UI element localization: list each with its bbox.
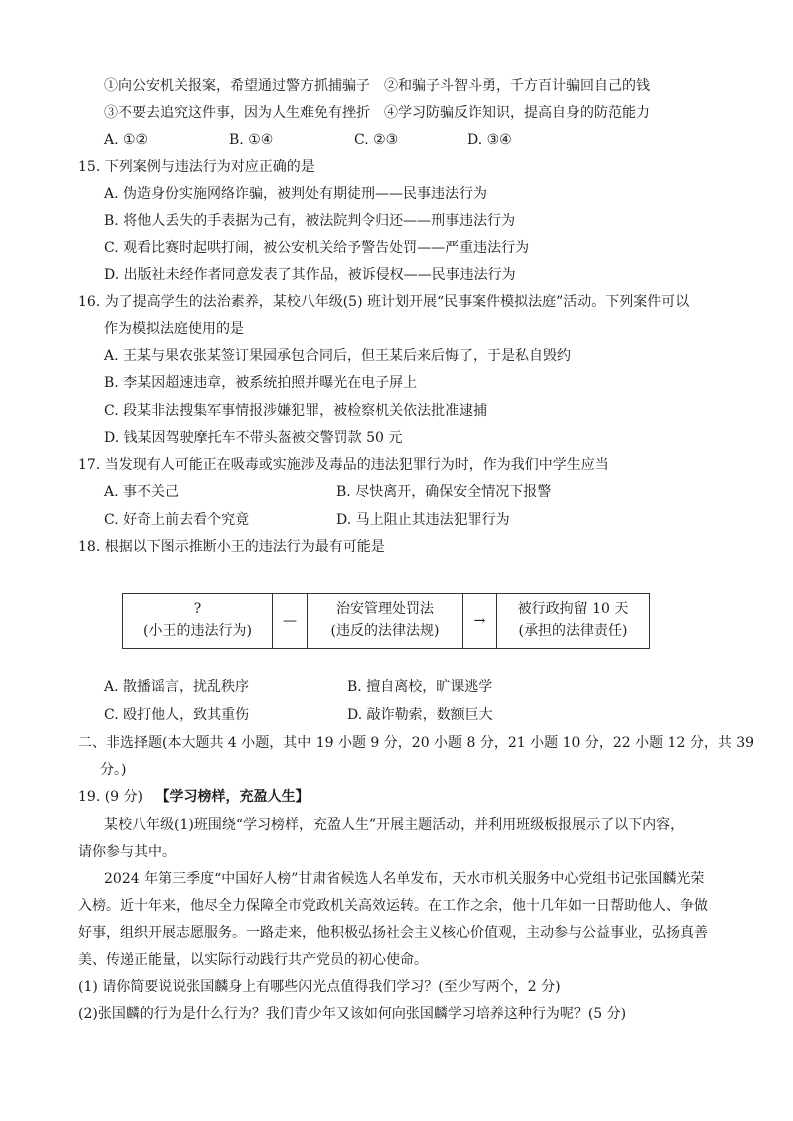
flow-box-violation-top: ? xyxy=(193,601,202,617)
q16-stem-line-2: 作为模拟法庭使用的是 xyxy=(104,321,244,337)
q19-material-2: 入榜。近十年来，他尽全力保障全市党政机关高效运转。在工作之余，他十几年如一日帮助他人、争做 xyxy=(78,898,708,914)
q19-intro-2: 请你参与其中。 xyxy=(78,844,176,860)
flow-box-liability-top: 被行政拘留 10 天 xyxy=(517,601,629,617)
q18-flow-diagram xyxy=(122,593,650,649)
flow-box-law xyxy=(308,594,463,648)
q15-option-a: A. 伪造身份实施网络诈骗，被判处有期徒刑——民事违法行为 xyxy=(104,186,488,202)
flow-box-liability xyxy=(497,594,649,648)
q16-stem-line-1: 16. 为了提高学生的法治素养，某校八年级(5) 班计划开展“民事案件模拟法庭”活动。下列案件可以 xyxy=(78,294,690,310)
q19-material-3: 好事，组织开展志愿服务。一路走来，他积极弘扬社会主义核心价值观，主动参与公益事业，弘扬真善 xyxy=(78,925,708,941)
flow-box-law-bottom: (违反的法律法规) xyxy=(330,623,440,639)
q17-option-c: C. 好奇上前去看个究竟 xyxy=(104,512,250,528)
q17-option-d: D. 马上阻止其违法犯罪行为 xyxy=(336,512,510,528)
q18-option-a: A. 散播谣言，扰乱秩序 xyxy=(104,679,250,695)
q19-material-4: 美、传递正能量，以实际行动践行共产党员的初心使命。 xyxy=(78,952,428,968)
q16-option-a: A. 王某与果农张某签订果园承包合同后，但王某后来后悔了，于是私自毁约 xyxy=(104,348,572,364)
q14-choices-row-2: ③不要去追究这件事，因为人生难免有挫折 ④学习防骗反诈知识，提高自身的防范能力 xyxy=(104,105,650,121)
section-2-heading-cont: 分。) xyxy=(100,762,127,778)
q18-option-d: D. 敲诈勒索，数额巨大 xyxy=(347,707,493,723)
q14-choices-row-1: ①向公安机关报案，希望通过警方抓捕骗子 ②和骗子斗智斗勇，千方百计骗回自己的钱 xyxy=(104,78,650,94)
q17-stem: 17. 当发现有人可能正在吸毒或实施涉及毒品的违法犯罪行为时，作为我们中学生应当 xyxy=(78,457,609,473)
q18-option-b: B. 擅自离校，旷课逃学 xyxy=(347,679,493,695)
q18-option-c: C. 殴打他人，致其重伤 xyxy=(104,707,250,723)
q19-intro-1: 某校八年级(1)班围绕“学习榜样，充盈人生”开展主题活动，并利用班级板报展示了以下内容， xyxy=(104,817,685,833)
q18-stem: 18. 根据以下图示推断小王的违法行为最有可能是 xyxy=(78,539,385,555)
q17-option-a: A. 事不关己 xyxy=(104,484,180,500)
q14-option-b: B. ①④ xyxy=(229,132,274,148)
flow-connector-arrow: → xyxy=(463,594,497,648)
q19-number: 19. (9 分) xyxy=(78,789,143,805)
q19-sub-question-2: (2)张国麟的行为是什么行为？我们青少年又该如何向张国麟学习培养这种行为呢？(5 分) xyxy=(78,1006,627,1022)
q14-option-a: A. ①② xyxy=(104,132,149,148)
q17-option-b: B. 尽快离开，确保安全情况下报警 xyxy=(336,484,552,500)
flow-box-law-top: 治安管理处罚法 xyxy=(336,601,434,617)
q19-material-1: 2024 年第三季度“中国好人榜”甘肃省候选人名单发布，天水市机关服务中心党组书记张国麟光荣 xyxy=(104,871,705,887)
flow-connector-dash: — xyxy=(273,594,308,648)
flow-box-liability-bottom: (承担的法律责任) xyxy=(518,623,628,639)
q16-option-b: B. 李某因超速违章，被系统拍照并曝光在电子屏上 xyxy=(104,375,418,391)
q14-option-d: D. ③④ xyxy=(467,132,512,148)
q19-sub-question-1: (1) 请你简要说说张国麟身上有哪些闪光点值得我们学习？(至少写两个，2 分) xyxy=(78,979,561,995)
q16-option-c: C. 段某非法搜集军事情报涉嫌犯罪，被检察机关依法批准逮捕 xyxy=(104,403,488,419)
q15-option-b: B. 将他人丢失的手表据为己有，被法院判令归还——刑事违法行为 xyxy=(104,213,516,229)
q15-stem: 15. 下列案例与违法行为对应正确的是 xyxy=(78,159,315,175)
q14-option-c: C. ②③ xyxy=(354,132,399,148)
q19-title: 【学习榜样，充盈人生】 xyxy=(155,789,310,805)
q15-option-c: C. 观看比赛时起哄打闹，被公安机关给予警告处罚——严重违法行为 xyxy=(104,240,530,256)
flow-box-violation-bottom: (小王的违法行为) xyxy=(143,623,252,639)
q16-option-d: D. 钱某因驾驶摩托车不带头盔被交警罚款 50 元 xyxy=(104,430,403,446)
q19-heading xyxy=(78,787,309,807)
section-2-heading: 二、非选择题(本大题共 4 小题，其中 19 小题 9 分，20 小题 8 分，21 小题 10 分，22 小题 12 分，共 39 xyxy=(78,735,755,751)
flow-box-violation xyxy=(123,594,273,648)
q15-option-d: D. 出版社未经作者同意发表了其作品，被诉侵权——民事违法行为 xyxy=(104,267,516,283)
